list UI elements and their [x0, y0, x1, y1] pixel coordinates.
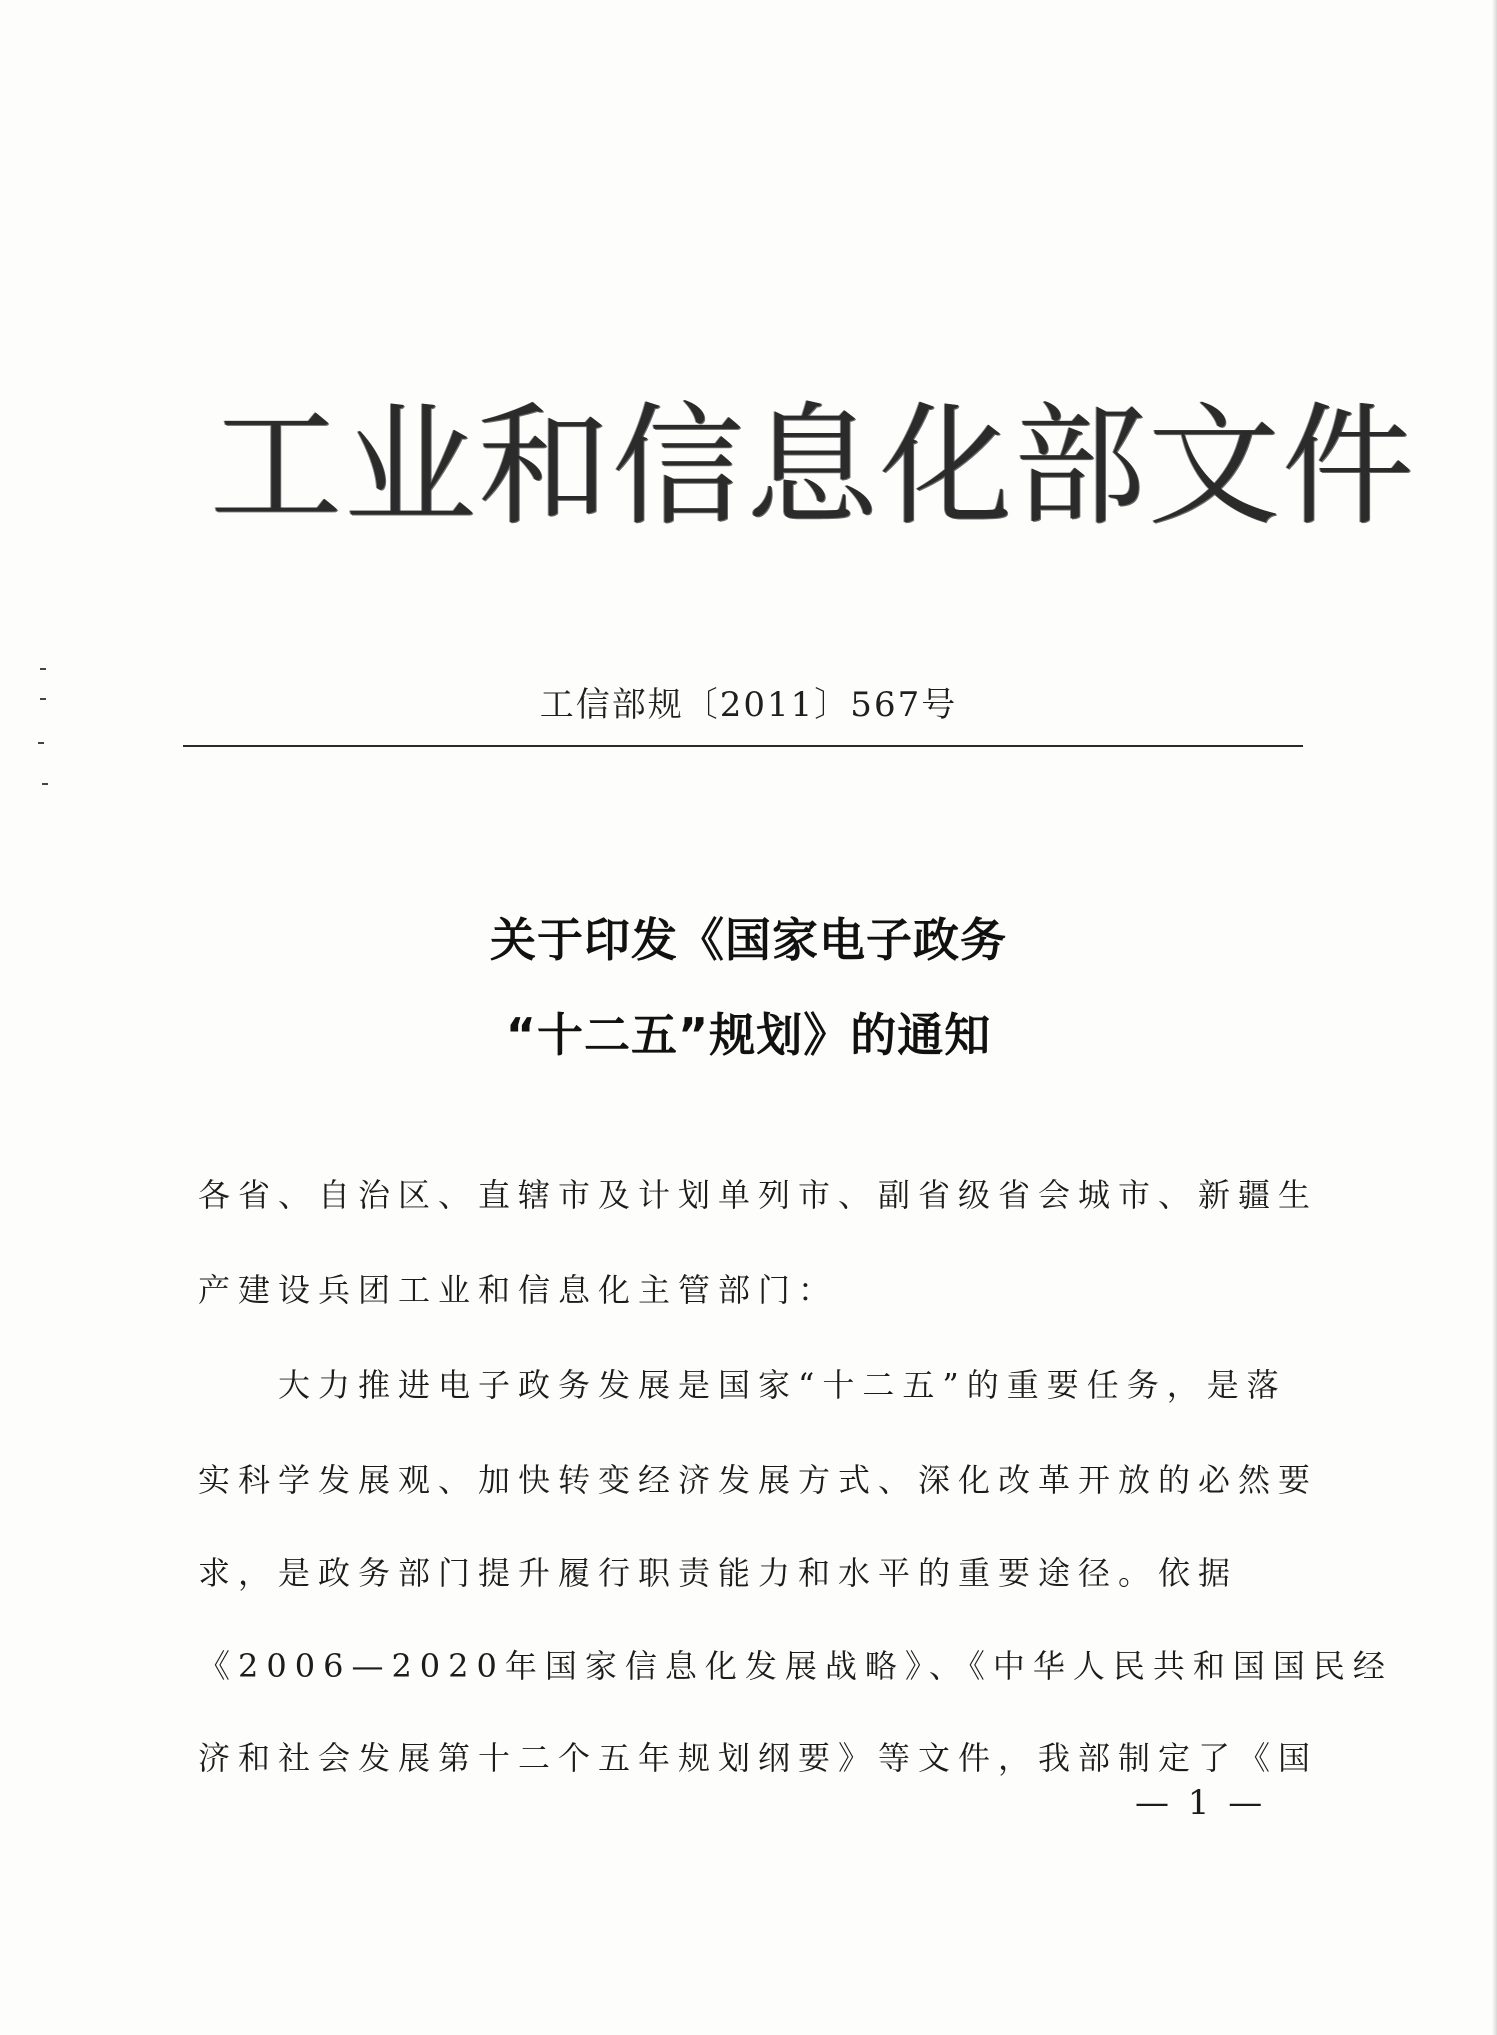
scan-margin-mark: [40, 668, 46, 670]
body-line: 实科学发展观、加快转变经济发展方式、深化改革开放的必然要: [198, 1461, 1319, 1499]
body-line: 大力推进电子政务发展是国家“十二五”的重要任务，是落: [278, 1366, 1287, 1404]
body-line: 求，是政务部门提升履行职责能力和水平的重要途径。依据: [198, 1554, 1239, 1592]
notice-title-line-1: 关于印发《国家电子政务: [490, 913, 1007, 967]
document-number: 工信部规〔2011〕567号: [539, 685, 958, 725]
page-number: — 1 —: [1135, 1783, 1267, 1823]
body-line: 《2006—2020年国家信息化发展战略》、《中华人民共和国国民经: [198, 1647, 1393, 1685]
addressee-line-2: 产建设兵团工业和信息化主管部门：: [198, 1271, 839, 1309]
scan-margin-mark: [40, 698, 46, 700]
issuer-masthead: 工业和信息化部文件: [210, 390, 1416, 544]
scan-edge-shadow: [1492, 0, 1497, 2035]
header-divider: [183, 745, 1303, 747]
scan-margin-mark: [42, 783, 48, 785]
body-line: 济和社会发展第十二个五年规划纲要》等文件，我部制定了《国: [198, 1739, 1319, 1777]
addressee-line-1: 各省、自治区、直辖市及计划单列市、副省级省会城市、新疆生: [198, 1176, 1319, 1214]
scan-margin-mark: [38, 742, 44, 744]
notice-title-line-2: “十二五”规划》的通知: [505, 1008, 992, 1062]
